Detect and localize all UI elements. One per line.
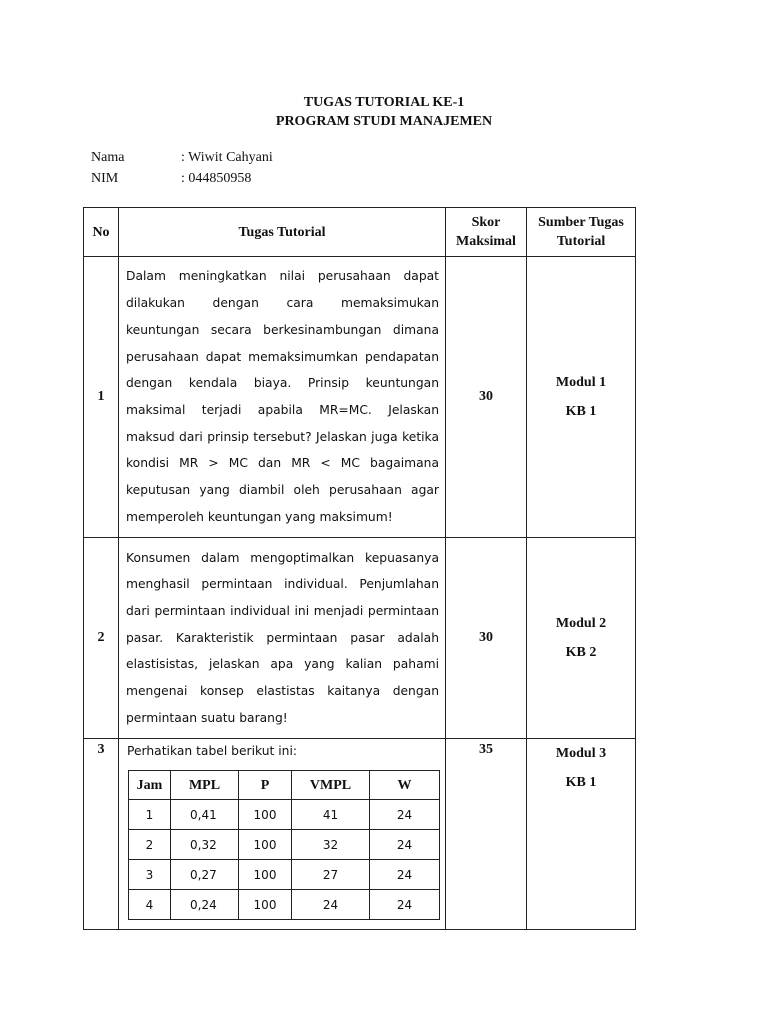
inner-header-jam: Jam <box>129 771 171 800</box>
max-score: 30 <box>446 538 527 739</box>
cell-jam: 2 <box>129 830 171 860</box>
task-text: Konsumen dalam mengoptimalkan kepuasanya menghasil permintaan individual. Penjumlahan dari permintaan individual ini menjadi permintaan pasar. Karakteristik permintaan pasar adalah elastisistas, jelaskan apa yang kalian pahami mengenai konsep elastistas kaitanya dengan permintaan suatu barang! <box>119 538 446 739</box>
inner-header-p: P <box>239 771 292 800</box>
inner-header-mpl: MPL <box>171 771 239 800</box>
cell-w: 24 <box>370 800 440 830</box>
inner-header-w: W <box>370 771 440 800</box>
inner-header-vmpl: VMPL <box>292 771 370 800</box>
cell-jam: 3 <box>129 860 171 890</box>
table-row <box>84 739 636 930</box>
cell-vmpl: 24 <box>292 890 370 920</box>
cell-w: 24 <box>370 860 440 890</box>
row-number: 1 <box>84 257 119 538</box>
module-label: Modul 3 <box>555 746 607 761</box>
table-row <box>84 257 636 538</box>
cell-vmpl: 32 <box>292 830 370 860</box>
header-source-line2: Tutorial <box>556 234 606 249</box>
header-source <box>527 208 636 257</box>
table-header-row <box>84 208 636 257</box>
document-subtitle: PROGRAM STUDI MANAJEMEN <box>275 114 493 129</box>
header-score-line1: Skor <box>471 215 501 230</box>
task-cell <box>119 739 446 930</box>
cell-vmpl: 27 <box>292 860 370 890</box>
tutorial-table <box>83 207 636 930</box>
module-label: Modul 2 <box>555 616 607 631</box>
header-source-line1: Sumber Tugas <box>538 215 624 230</box>
cell-w: 24 <box>370 890 440 920</box>
kb-label: KB 1 <box>565 775 597 790</box>
nim-value: : 044850958 <box>181 171 252 186</box>
header-task: Tugas Tutorial <box>119 208 446 257</box>
source-cell <box>527 739 636 930</box>
cell-mpl: 0,32 <box>171 830 239 860</box>
cell-w: 24 <box>370 830 440 860</box>
cell-p: 100 <box>239 860 292 890</box>
inner-table-row <box>129 830 440 860</box>
name-value: : Wiwit Cahyani <box>181 150 273 165</box>
source-cell <box>527 257 636 538</box>
table-row <box>84 538 636 739</box>
student-name-row <box>91 150 273 166</box>
document-title: TUGAS TUTORIAL KE-1 <box>303 95 465 110</box>
cell-mpl: 0,41 <box>171 800 239 830</box>
header-score <box>446 208 527 257</box>
row-number: 2 <box>84 538 119 739</box>
task-text: Perhatikan tabel berikut ini: <box>127 744 298 758</box>
inner-table-row <box>129 860 440 890</box>
max-score: 35 <box>446 739 527 930</box>
labor-data-table <box>128 770 440 920</box>
cell-p: 100 <box>239 890 292 920</box>
inner-header-row <box>129 771 440 800</box>
cell-vmpl: 41 <box>292 800 370 830</box>
kb-label: KB 2 <box>565 645 597 660</box>
module-label: Modul 1 <box>555 375 607 390</box>
inner-table-row <box>129 890 440 920</box>
header-score-line2: Maksimal <box>456 234 516 249</box>
row-number: 3 <box>84 739 119 930</box>
cell-p: 100 <box>239 830 292 860</box>
cell-mpl: 0,24 <box>171 890 239 920</box>
cell-jam: 4 <box>129 890 171 920</box>
cell-jam: 1 <box>129 800 171 830</box>
student-nim-row <box>91 171 251 187</box>
inner-table-row <box>129 800 440 830</box>
kb-label: KB 1 <box>565 404 597 419</box>
cell-mpl: 0,27 <box>171 860 239 890</box>
nim-label: NIM <box>91 171 119 186</box>
max-score: 30 <box>446 257 527 538</box>
cell-p: 100 <box>239 800 292 830</box>
header-no: No <box>84 208 119 257</box>
name-label: Nama <box>91 150 125 165</box>
source-cell <box>527 538 636 739</box>
task-text: Dalam meningkatkan nilai perusahaan dapat dilakukan dengan cara memaksimukan keuntungan secara berkesinambungan dimana perusahaan dapat memaksimumkan pendapatan dengan kendala biaya. Prinsip keuntungan maksimal terjadi apabila MR=MC. Jelaskan maksud dari prinsip tersebut? Jelaskan juga ketika kondisi MR > MC dan MR < MC bagaimana keputusan yang diambil oleh perusahaan agar memperoleh keuntungan yang maksimum! <box>119 257 446 538</box>
